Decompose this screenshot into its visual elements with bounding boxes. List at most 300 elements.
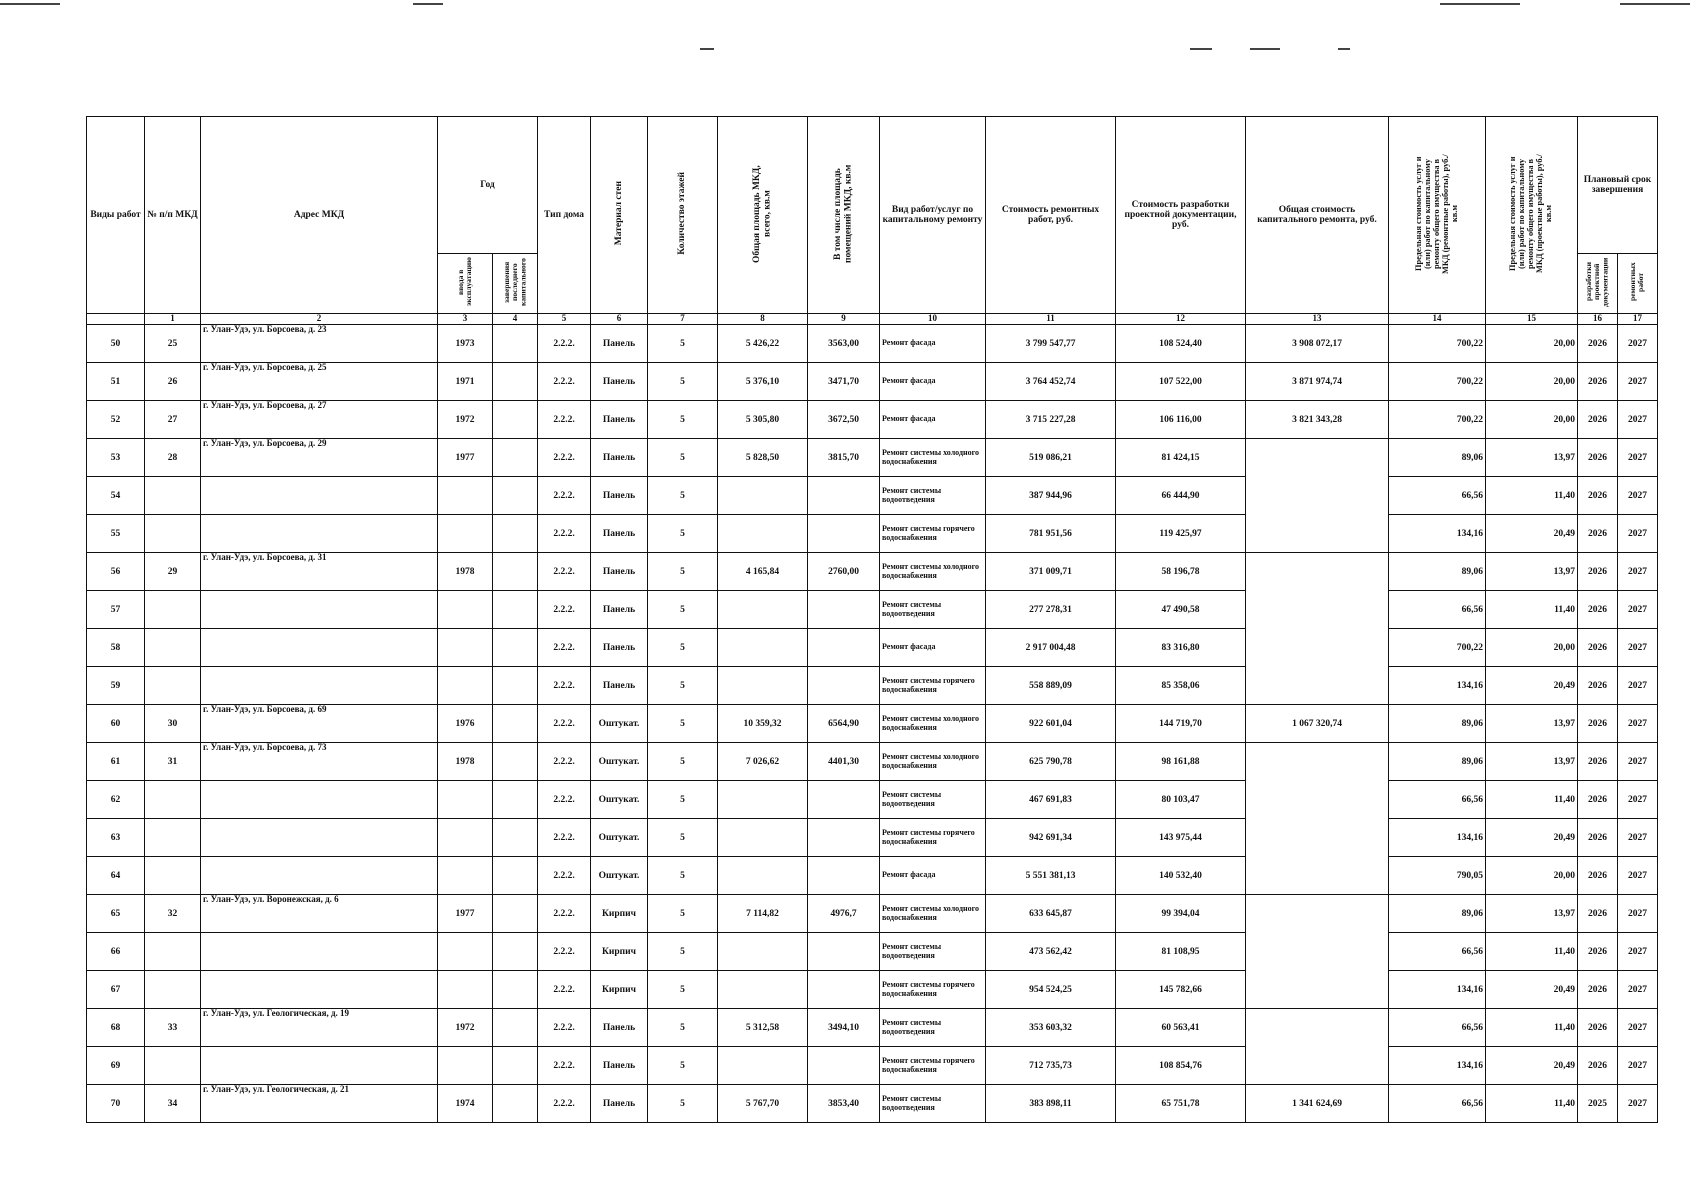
address-cell: г. Улан-Удэ, ул. Геологическая, д. 21 xyxy=(201,1085,438,1123)
design-cost-cell: 98 161,88 xyxy=(1116,743,1246,781)
limit-design-cell: 11,40 xyxy=(1486,781,1578,819)
term-repair-cell: 2027 xyxy=(1618,1009,1658,1047)
year-last-repair-cell xyxy=(493,363,538,401)
total-area-cell xyxy=(718,1047,808,1085)
mkd-number xyxy=(145,515,201,553)
residential-area-cell: 6564,90 xyxy=(808,705,880,743)
wall-material-cell: Панель xyxy=(591,553,648,591)
mkd-number: 34 xyxy=(145,1085,201,1123)
term-repair-cell: 2027 xyxy=(1618,819,1658,857)
wall-material-cell: Панель xyxy=(591,1047,648,1085)
address-cell: г. Улан-Удэ, ул. Борсоева, д. 25 xyxy=(201,363,438,401)
term-repair-cell: 2027 xyxy=(1618,1085,1658,1123)
mkd-number: 25 xyxy=(145,325,201,363)
column-number: 1 xyxy=(145,314,201,325)
table-row xyxy=(87,971,1658,1009)
design-cost-cell: 145 782,66 xyxy=(1116,971,1246,1009)
year-last-repair-cell xyxy=(493,781,538,819)
residential-area-cell: 3563,00 xyxy=(808,325,880,363)
address-cell xyxy=(201,1047,438,1085)
house-type-cell: 2.2.2. xyxy=(538,363,591,401)
limit-repair-cell: 700,22 xyxy=(1389,363,1486,401)
year-last-repair-cell xyxy=(493,401,538,439)
year-last-repair-cell xyxy=(493,515,538,553)
year-last-repair-cell xyxy=(493,591,538,629)
term-repair-cell: 2027 xyxy=(1618,667,1658,705)
house-type-cell: 2.2.2. xyxy=(538,591,591,629)
year-cell: 1974 xyxy=(438,1085,493,1123)
header-residential-area: В том числе площадь помещений МКД, кв.м xyxy=(808,117,880,314)
limit-design-cell: 20,49 xyxy=(1486,819,1578,857)
mkd-number xyxy=(145,857,201,895)
wall-material-cell: Кирпич xyxy=(591,933,648,971)
term-repair-cell: 2027 xyxy=(1618,591,1658,629)
wall-material-cell: Панель xyxy=(591,363,648,401)
term-repair-cell: 2027 xyxy=(1618,553,1658,591)
floors-cell: 5 xyxy=(648,591,718,629)
design-cost-cell: 144 719,70 xyxy=(1116,705,1246,743)
total-cost-cell: 3 871 974,74 xyxy=(1246,363,1389,401)
residential-area-cell: 4401,30 xyxy=(808,743,880,781)
design-cost-cell: 58 196,78 xyxy=(1116,553,1246,591)
term-design-cell: 2026 xyxy=(1578,1047,1618,1085)
house-type-cell: 2.2.2. xyxy=(538,553,591,591)
floors-cell: 5 xyxy=(648,439,718,477)
term-design-cell: 2026 xyxy=(1578,971,1618,1009)
residential-area-cell xyxy=(808,857,880,895)
repair-cost-cell: 467 691,83 xyxy=(986,781,1116,819)
column-number: 12 xyxy=(1116,314,1246,325)
term-repair-cell: 2027 xyxy=(1618,477,1658,515)
total-area-cell xyxy=(718,667,808,705)
table-row xyxy=(87,363,1658,401)
header-year-last-repair: завершения последнего капитального xyxy=(493,254,538,314)
limit-design-cell: 20,00 xyxy=(1486,325,1578,363)
header-repair-cost: Стоимость ремонтных работ, руб. xyxy=(986,117,1116,314)
house-type-cell: 2.2.2. xyxy=(538,515,591,553)
term-design-cell: 2026 xyxy=(1578,705,1618,743)
design-cost-cell: 143 975,44 xyxy=(1116,819,1246,857)
house-type-cell: 2.2.2. xyxy=(538,325,591,363)
column-number: 3 xyxy=(438,314,493,325)
mkd-number xyxy=(145,971,201,1009)
term-design-cell: 2026 xyxy=(1578,895,1618,933)
limit-repair-cell: 700,22 xyxy=(1389,325,1486,363)
term-design-cell: 2026 xyxy=(1578,477,1618,515)
address-cell xyxy=(201,933,438,971)
repair-cost-cell: 625 790,78 xyxy=(986,743,1116,781)
design-cost-cell: 81 108,95 xyxy=(1116,933,1246,971)
wall-material-cell: Панель xyxy=(591,477,648,515)
total-area-cell xyxy=(718,781,808,819)
column-number: 5 xyxy=(538,314,591,325)
limit-repair-cell: 790,05 xyxy=(1389,857,1486,895)
column-number: 7 xyxy=(648,314,718,325)
term-repair-cell: 2027 xyxy=(1618,743,1658,781)
limit-repair-cell: 66,56 xyxy=(1389,781,1486,819)
limit-design-cell: 20,00 xyxy=(1486,363,1578,401)
mkd-number xyxy=(145,629,201,667)
work-kind-cell: Ремонт системы холодного водоснабжения xyxy=(880,439,986,477)
year-cell: 1977 xyxy=(438,895,493,933)
total-cost-cell xyxy=(1246,743,1389,895)
limit-repair-cell: 89,06 xyxy=(1389,895,1486,933)
column-number: 9 xyxy=(808,314,880,325)
design-cost-cell: 81 424,15 xyxy=(1116,439,1246,477)
mkd-number xyxy=(145,591,201,629)
term-design-cell: 2026 xyxy=(1578,857,1618,895)
limit-design-cell: 20,49 xyxy=(1486,1047,1578,1085)
mkd-number: 28 xyxy=(145,439,201,477)
year-cell xyxy=(438,629,493,667)
mkd-number: 32 xyxy=(145,895,201,933)
row-number: 64 xyxy=(87,857,145,895)
wall-material-cell: Оштукат. xyxy=(591,743,648,781)
total-cost-cell xyxy=(1246,439,1389,553)
residential-area-cell xyxy=(808,515,880,553)
mkd-number xyxy=(145,1047,201,1085)
row-number: 55 xyxy=(87,515,145,553)
total-area-cell: 5 305,80 xyxy=(718,401,808,439)
year-cell xyxy=(438,515,493,553)
row-number: 51 xyxy=(87,363,145,401)
work-kind-cell: Ремонт системы горячего водоснабжения xyxy=(880,971,986,1009)
header-floors: Количество этажей xyxy=(648,117,718,314)
table-row xyxy=(87,591,1658,629)
term-repair-cell: 2027 xyxy=(1618,705,1658,743)
row-number: 54 xyxy=(87,477,145,515)
limit-repair-cell: 134,16 xyxy=(1389,819,1486,857)
header-total-cost: Общая стоимость капитального ремонта, руб. xyxy=(1246,117,1389,314)
work-kind-cell: Ремонт системы водоотведения xyxy=(880,781,986,819)
column-number: 15 xyxy=(1486,314,1578,325)
mkd-number: 31 xyxy=(145,743,201,781)
design-cost-cell: 108 854,76 xyxy=(1116,1047,1246,1085)
row-number: 60 xyxy=(87,705,145,743)
total-area-cell: 5 376,10 xyxy=(718,363,808,401)
limit-design-cell: 11,40 xyxy=(1486,1009,1578,1047)
repair-cost-cell: 558 889,09 xyxy=(986,667,1116,705)
residential-area-cell xyxy=(808,591,880,629)
residential-area-cell: 3471,70 xyxy=(808,363,880,401)
row-number: 69 xyxy=(87,1047,145,1085)
column-number: 10 xyxy=(880,314,986,325)
work-kind-cell: Ремонт системы холодного водоснабжения xyxy=(880,895,986,933)
term-design-cell: 2026 xyxy=(1578,629,1618,667)
year-last-repair-cell xyxy=(493,895,538,933)
wall-material-cell: Панель xyxy=(591,515,648,553)
wall-material-cell: Кирпич xyxy=(591,971,648,1009)
column-number: 17 xyxy=(1618,314,1658,325)
work-kind-cell: Ремонт системы горячего водоснабжения xyxy=(880,667,986,705)
design-cost-cell: 83 316,80 xyxy=(1116,629,1246,667)
work-kind-cell: Ремонт системы водоотведения xyxy=(880,591,986,629)
limit-repair-cell: 700,22 xyxy=(1389,629,1486,667)
total-area-cell: 7 026,62 xyxy=(718,743,808,781)
row-number: 67 xyxy=(87,971,145,1009)
scan-mark xyxy=(1250,48,1280,50)
term-design-cell: 2026 xyxy=(1578,553,1618,591)
repair-cost-cell: 2 917 004,48 xyxy=(986,629,1116,667)
limit-design-cell: 13,97 xyxy=(1486,705,1578,743)
design-cost-cell: 80 103,47 xyxy=(1116,781,1246,819)
work-kind-cell: Ремонт фасада xyxy=(880,363,986,401)
header-year: Год xyxy=(438,117,538,254)
house-type-cell: 2.2.2. xyxy=(538,439,591,477)
floors-cell: 5 xyxy=(648,667,718,705)
residential-area-cell: 3672,50 xyxy=(808,401,880,439)
header-planned-term: Плановый срок завершения xyxy=(1578,117,1658,254)
work-kind-cell: Ремонт фасада xyxy=(880,401,986,439)
design-cost-cell: 60 563,41 xyxy=(1116,1009,1246,1047)
header-house-type: Тип дома xyxy=(538,117,591,314)
design-cost-cell: 65 751,78 xyxy=(1116,1085,1246,1123)
year-last-repair-cell xyxy=(493,439,538,477)
residential-area-cell xyxy=(808,1047,880,1085)
table-row xyxy=(87,401,1658,439)
house-type-cell: 2.2.2. xyxy=(538,819,591,857)
term-design-cell: 2026 xyxy=(1578,325,1618,363)
term-repair-cell: 2027 xyxy=(1618,515,1658,553)
repair-cost-cell: 387 944,96 xyxy=(986,477,1116,515)
row-number: 61 xyxy=(87,743,145,781)
header-limit-cost-design: Предельная стоимость услуг и (или) работ по капитальному ремонту общего имущества в МКД (проектные работы), руб./кв.м xyxy=(1486,117,1578,314)
floors-cell: 5 xyxy=(648,895,718,933)
table-row xyxy=(87,857,1658,895)
mkd-number xyxy=(145,819,201,857)
total-cost-cell: 1 067 320,74 xyxy=(1246,705,1389,743)
term-design-cell: 2026 xyxy=(1578,819,1618,857)
table-row xyxy=(87,1047,1658,1085)
wall-material-cell: Оштукат. xyxy=(591,819,648,857)
year-last-repair-cell xyxy=(493,1047,538,1085)
year-last-repair-cell xyxy=(493,743,538,781)
term-design-cell: 2026 xyxy=(1578,439,1618,477)
mkd-number xyxy=(145,781,201,819)
row-number: 52 xyxy=(87,401,145,439)
repair-cost-cell: 473 562,42 xyxy=(986,933,1116,971)
floors-cell: 5 xyxy=(648,363,718,401)
address-cell xyxy=(201,591,438,629)
year-last-repair-cell xyxy=(493,705,538,743)
year-last-repair-cell xyxy=(493,553,538,591)
mkd-number: 33 xyxy=(145,1009,201,1047)
floors-cell: 5 xyxy=(648,1085,718,1123)
mkd-number: 26 xyxy=(145,363,201,401)
wall-material-cell: Оштукат. xyxy=(591,857,648,895)
repair-cost-cell: 712 735,73 xyxy=(986,1047,1116,1085)
year-last-repair-cell xyxy=(493,971,538,1009)
scan-mark xyxy=(0,3,60,5)
table-row xyxy=(87,439,1658,477)
floors-cell: 5 xyxy=(648,553,718,591)
term-repair-cell: 2027 xyxy=(1618,895,1658,933)
wall-material-cell: Панель xyxy=(591,439,648,477)
mkd-number: 30 xyxy=(145,705,201,743)
column-number: 6 xyxy=(591,314,648,325)
house-type-cell: 2.2.2. xyxy=(538,743,591,781)
table-row xyxy=(87,553,1658,591)
repair-cost-cell: 3 715 227,28 xyxy=(986,401,1116,439)
header-address: Адрес МКД xyxy=(201,117,438,314)
work-kind-cell: Ремонт системы холодного водоснабжения xyxy=(880,743,986,781)
limit-repair-cell: 89,06 xyxy=(1389,439,1486,477)
year-last-repair-cell xyxy=(493,1085,538,1123)
work-kind-cell: Ремонт фасада xyxy=(880,325,986,363)
total-cost-cell xyxy=(1246,553,1389,705)
address-cell: г. Улан-Удэ, ул. Геологическая, д. 19 xyxy=(201,1009,438,1047)
row-number: 50 xyxy=(87,325,145,363)
year-cell xyxy=(438,477,493,515)
year-cell xyxy=(438,667,493,705)
scan-mark xyxy=(1440,3,1520,5)
work-kind-cell: Ремонт системы горячего водоснабжения xyxy=(880,1047,986,1085)
table-row xyxy=(87,781,1658,819)
limit-design-cell: 13,97 xyxy=(1486,895,1578,933)
house-type-cell: 2.2.2. xyxy=(538,705,591,743)
design-cost-cell: 108 524,40 xyxy=(1116,325,1246,363)
house-type-cell: 2.2.2. xyxy=(538,629,591,667)
total-cost-cell xyxy=(1246,1009,1389,1085)
floors-cell: 5 xyxy=(648,971,718,1009)
term-design-cell: 2026 xyxy=(1578,781,1618,819)
total-area-cell xyxy=(718,971,808,1009)
year-cell xyxy=(438,591,493,629)
term-design-cell: 2025 xyxy=(1578,1085,1618,1123)
limit-design-cell: 20,00 xyxy=(1486,401,1578,439)
row-number: 62 xyxy=(87,781,145,819)
floors-cell: 5 xyxy=(648,819,718,857)
floors-cell: 5 xyxy=(648,743,718,781)
work-kind-cell: Ремонт системы горячего водоснабжения xyxy=(880,515,986,553)
mkd-number xyxy=(145,667,201,705)
header-mkd-number: № п/п МКД xyxy=(145,117,201,314)
term-repair-cell: 2027 xyxy=(1618,629,1658,667)
scan-mark xyxy=(1190,48,1212,50)
floors-cell: 5 xyxy=(648,515,718,553)
limit-repair-cell: 66,56 xyxy=(1389,477,1486,515)
wall-material-cell: Панель xyxy=(591,629,648,667)
limit-design-cell: 11,40 xyxy=(1486,933,1578,971)
year-last-repair-cell xyxy=(493,933,538,971)
term-repair-cell: 2027 xyxy=(1618,781,1658,819)
limit-repair-cell: 134,16 xyxy=(1389,667,1486,705)
table-row xyxy=(87,895,1658,933)
house-type-cell: 2.2.2. xyxy=(538,933,591,971)
header-total-area: Общая площадь МКД, всего, кв.м xyxy=(718,117,808,314)
limit-design-cell: 13,97 xyxy=(1486,553,1578,591)
wall-material-cell: Оштукат. xyxy=(591,781,648,819)
address-cell: г. Улан-Удэ, ул. Борсоева, д. 27 xyxy=(201,401,438,439)
total-cost-cell xyxy=(1246,895,1389,1009)
column-number: 8 xyxy=(718,314,808,325)
year-cell: 1972 xyxy=(438,401,493,439)
term-design-cell: 2026 xyxy=(1578,515,1618,553)
table-row xyxy=(87,629,1658,667)
address-cell xyxy=(201,629,438,667)
term-design-cell: 2026 xyxy=(1578,591,1618,629)
residential-area-cell xyxy=(808,781,880,819)
work-kind-cell: Ремонт системы водоотведения xyxy=(880,1009,986,1047)
address-cell xyxy=(201,515,438,553)
column-number: 11 xyxy=(986,314,1116,325)
mkd-number xyxy=(145,477,201,515)
limit-design-cell: 20,00 xyxy=(1486,857,1578,895)
year-cell: 1973 xyxy=(438,325,493,363)
residential-area-cell xyxy=(808,477,880,515)
total-area-cell: 5 426,22 xyxy=(718,325,808,363)
column-number: 14 xyxy=(1389,314,1486,325)
limit-design-cell: 11,40 xyxy=(1486,591,1578,629)
column-number xyxy=(87,314,145,325)
column-number: 16 xyxy=(1578,314,1618,325)
year-cell: 1977 xyxy=(438,439,493,477)
year-cell xyxy=(438,819,493,857)
repair-cost-cell: 353 603,32 xyxy=(986,1009,1116,1047)
mkd-number xyxy=(145,933,201,971)
repair-cost-cell: 942 691,34 xyxy=(986,819,1116,857)
address-cell xyxy=(201,819,438,857)
header-limit-cost-repair: Предельная стоимость услуг и (или) работ по капитальному ремонту общего имущества в МКД (ремонтные работы), руб./кв.м xyxy=(1389,117,1486,314)
floors-cell: 5 xyxy=(648,1047,718,1085)
total-area-cell: 5 312,58 xyxy=(718,1009,808,1047)
limit-repair-cell: 89,06 xyxy=(1389,705,1486,743)
row-number: 53 xyxy=(87,439,145,477)
table-row xyxy=(87,1009,1658,1047)
limit-design-cell: 11,40 xyxy=(1486,1085,1578,1123)
floors-cell: 5 xyxy=(648,325,718,363)
address-cell: г. Улан-Удэ, ул. Борсоева, д. 73 xyxy=(201,743,438,781)
address-cell xyxy=(201,477,438,515)
floors-cell: 5 xyxy=(648,781,718,819)
repair-cost-cell: 633 645,87 xyxy=(986,895,1116,933)
wall-material-cell: Оштукат. xyxy=(591,705,648,743)
address-cell xyxy=(201,781,438,819)
year-last-repair-cell xyxy=(493,819,538,857)
limit-repair-cell: 66,56 xyxy=(1389,933,1486,971)
total-area-cell xyxy=(718,477,808,515)
scan-mark xyxy=(1620,3,1690,5)
term-repair-cell: 2027 xyxy=(1618,363,1658,401)
term-repair-cell: 2027 xyxy=(1618,971,1658,1009)
repair-cost-cell: 922 601,04 xyxy=(986,705,1116,743)
limit-design-cell: 20,00 xyxy=(1486,629,1578,667)
row-number: 58 xyxy=(87,629,145,667)
limit-repair-cell: 700,22 xyxy=(1389,401,1486,439)
total-area-cell: 7 114,82 xyxy=(718,895,808,933)
wall-material-cell: Кирпич xyxy=(591,895,648,933)
floors-cell: 5 xyxy=(648,477,718,515)
term-design-cell: 2026 xyxy=(1578,363,1618,401)
floors-cell: 5 xyxy=(648,857,718,895)
header-work-kind: Вид работ/услуг по капитальному ремонту xyxy=(880,117,986,314)
work-kind-cell: Ремонт фасада xyxy=(880,629,986,667)
work-kind-cell: Ремонт системы холодного водоснабжения xyxy=(880,553,986,591)
address-cell xyxy=(201,667,438,705)
term-design-cell: 2026 xyxy=(1578,933,1618,971)
table-row xyxy=(87,515,1658,553)
address-cell: г. Улан-Удэ, ул. Борсоева, д. 69 xyxy=(201,705,438,743)
limit-repair-cell: 134,16 xyxy=(1389,515,1486,553)
row-number: 56 xyxy=(87,553,145,591)
residential-area-cell: 3494,10 xyxy=(808,1009,880,1047)
residential-area-cell xyxy=(808,933,880,971)
header-work-types: Виды работ xyxy=(87,117,145,314)
limit-design-cell: 20,49 xyxy=(1486,971,1578,1009)
year-cell xyxy=(438,857,493,895)
header-term-repair: ремонтных работ xyxy=(1618,254,1658,314)
capital-repair-table xyxy=(86,116,1658,1123)
